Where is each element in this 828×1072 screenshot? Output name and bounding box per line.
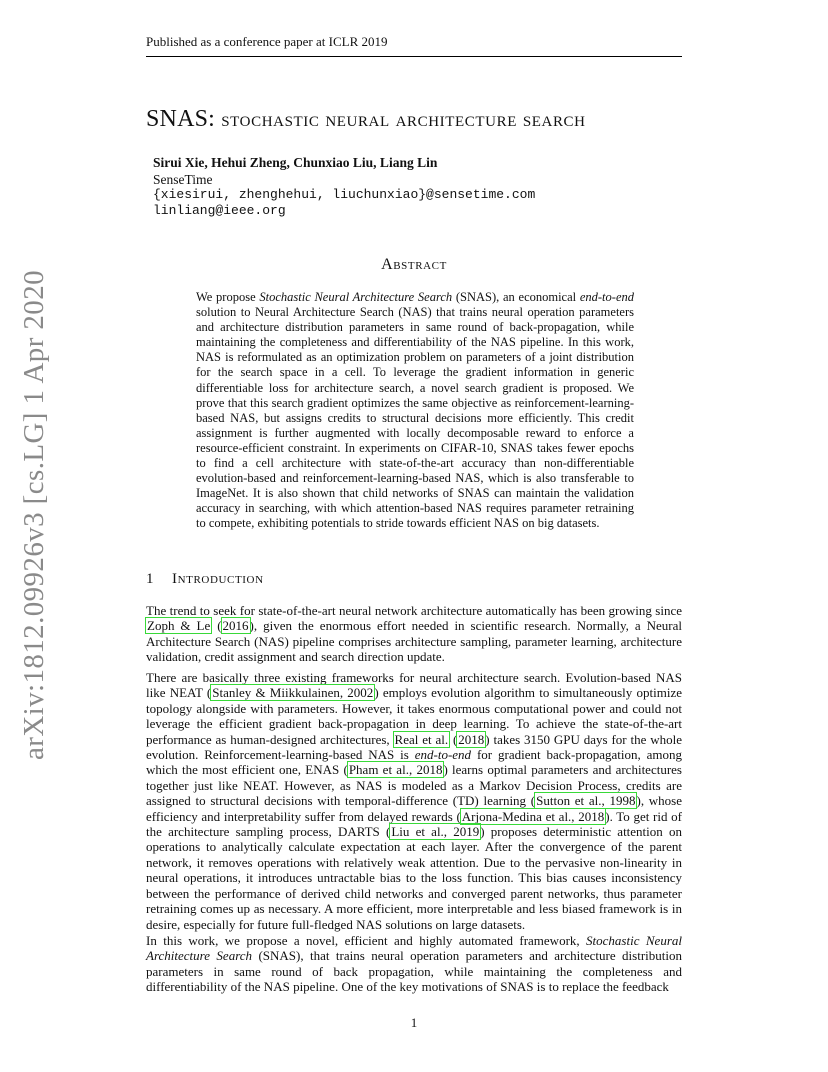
paper-title — [146, 106, 706, 133]
page-number: 1 — [410, 1015, 418, 1030]
paragraph-text: ) learns optimal parameters and architectures together just like NEAT. However, as NAS is modeled as a Markov Decision Process, credits are assigned to structural decisions with temporal-difference (TD) learning ( — [146, 762, 682, 809]
email-line-1[interactable]: {xiesirui, zhenghehui, liuchunxiao}@sensetime.com — [153, 187, 536, 202]
citation-link[interactable]: Real et al. — [394, 731, 449, 747]
citation-link[interactable]: 2018 — [458, 731, 485, 747]
paragraph-text: for gradient back-propagation, among which the most efficient one, ENAS ( — [146, 747, 682, 778]
abstract-emphasis: end-to-end — [579, 290, 634, 304]
paragraph-text: ) employs evolution algorithm to simultaneously optimize topology alongside with parameters. However, it takes enormous computational power and could not leverage the efficient gradient back-propagation in deep learning. To achieve the state-of-the-art performance as human-designed architectures, — [146, 685, 682, 747]
paragraph-text: The trend to seek for state-of-the-art neural network architecture automatically has been growing since — [146, 603, 682, 618]
arxiv-stamp — [0, 0, 50, 1072]
abstract-heading: Abstract — [381, 256, 447, 273]
title-main: SNAS: — [146, 106, 222, 132]
paragraph-emphasis: end-to-end — [414, 747, 472, 763]
paragraph-text: ) takes 3150 GPU days for the whole evolution. Reinforcement-learning-based NAS is — [146, 731, 682, 763]
paragraph-text: (SNAS), that trains neural operation parameters and architecture distribution parameters in same round of back propagation, while maintaining the completeness and differentiability of the NAS pipeline. One of the key motivations of SNAS is to replace the feedback — [146, 948, 682, 995]
citation-link[interactable]: Sutton et al., 1998 — [536, 793, 636, 809]
abstract-emphasis: Stochastic Neural Architecture Search — [259, 290, 453, 304]
intro-paragraph-1 — [146, 603, 682, 665]
citation-link[interactable]: 2016 — [222, 618, 249, 634]
abstract-body — [196, 290, 634, 532]
paragraph-text: ). To get rid of the architecture sampling process, DARTS ( — [146, 808, 682, 840]
affiliation: SenseTime — [153, 172, 213, 187]
citation-link[interactable]: Zoph & Le — [147, 618, 211, 634]
section-heading — [146, 571, 264, 588]
title-subtitle: stochastic neural architecture search — [221, 107, 586, 131]
paragraph-text: ), given the enormous effort needed in scientific research. Normally, a Neural Architecture Search (NAS) pipeline comprises architecture sampling, parameter learning, architecture validation, credit assignment and search direction update. — [146, 618, 682, 665]
citation-link[interactable]: Liu et al., 2019 — [391, 824, 480, 840]
paragraph-text: ) proposes deterministic attention on operations to analytically calculate expectation at each layer. After the convergence of the parent network, it removes operations with relatively weak attention. Due to the pervasive non-linearity in neural operations, it introduces untractable bias to the loss function. This bias causes inconsistency between the performance of derived child networks and converged parent networks, thus parameter retraining comes up as necessary. A more efficient, more interpretable and less biased framework is in desire, especially for future full-fledged NAS solutions on large datasets. — [146, 824, 682, 932]
citation-link[interactable]: Stanley & Miikkulainen, 2002 — [212, 685, 374, 701]
abstract-text: We propose — [196, 290, 260, 304]
email-line-2[interactable]: linliang@ieee.org — [153, 203, 286, 218]
citation-link[interactable]: Arjona-Medina et al., 2018 — [461, 808, 605, 824]
paragraph-text: There are basically three existing frameworks for neural architecture search. Evolution-based NAS like NEAT ( — [146, 670, 682, 701]
paragraph-text: ( — [449, 731, 458, 747]
section-number: 1 — [146, 571, 154, 587]
paragraph-text: ), whose efficiency and interpretability suffer from delayed rewards ( — [146, 793, 682, 824]
abstract-text: (SNAS), an economical — [452, 290, 580, 304]
intro-paragraph-2 — [146, 670, 682, 932]
paragraph-emphasis: Stochastic Neural Architecture Search — [146, 933, 682, 964]
paragraph-text: ( — [211, 618, 222, 634]
abstract-text: solution to Neural Architecture Search (NAS) that trains neural operation parameters and architecture distribution parameters in same round of back-propagation, while maintaining the completeness and differentiability of the NAS pipeline. In this work, NAS is reformulated as an optimization problem on parameters of a joint distribution for the search space in a cell. To leverage the gradient information in generic differentiable loss for architecture search, a novel search gradient is proposed. We prove that this search gradient optimizes the same objective as reinforcement-learning-based NAS, but assigns credits to structural decisions more efficiently. This credit assignment is further augmented with locally decomposable reward to enforce a resource-efficient constraint. In experiments on CIFAR-10, SNAS takes fewer epochs to find a cell architecture with state-of-the-art accuracy than non-differentiable evolution-based and reinforcement-learning-based NAS, which is also transferable to ImageNet. It is also shown that child networks of SNAS can maintain the validation accuracy in searching, with which attention-based NAS requires parameter retraining to compete, exhibiting potentials to stride towards efficient NAS on big datasets. — [196, 305, 634, 531]
author-list: Sirui Xie, Hehui Zheng, Chunxiao Liu, Liang Lin — [153, 155, 438, 170]
intro-paragraph-3 — [146, 933, 682, 995]
paragraph-text: In this work, we propose a novel, efficient and highly automated framework, — [146, 933, 587, 948]
citation-link[interactable]: Pham et al., 2018 — [348, 762, 443, 778]
header-rule — [146, 56, 682, 57]
section-title: Introduction — [172, 571, 264, 587]
running-header: Published as a conference paper at ICLR 2019 — [146, 34, 388, 49]
arxiv-stamp-text: arXiv:1812.09926v3 [cs.LG] 1 Apr 2020 — [18, 269, 50, 761]
